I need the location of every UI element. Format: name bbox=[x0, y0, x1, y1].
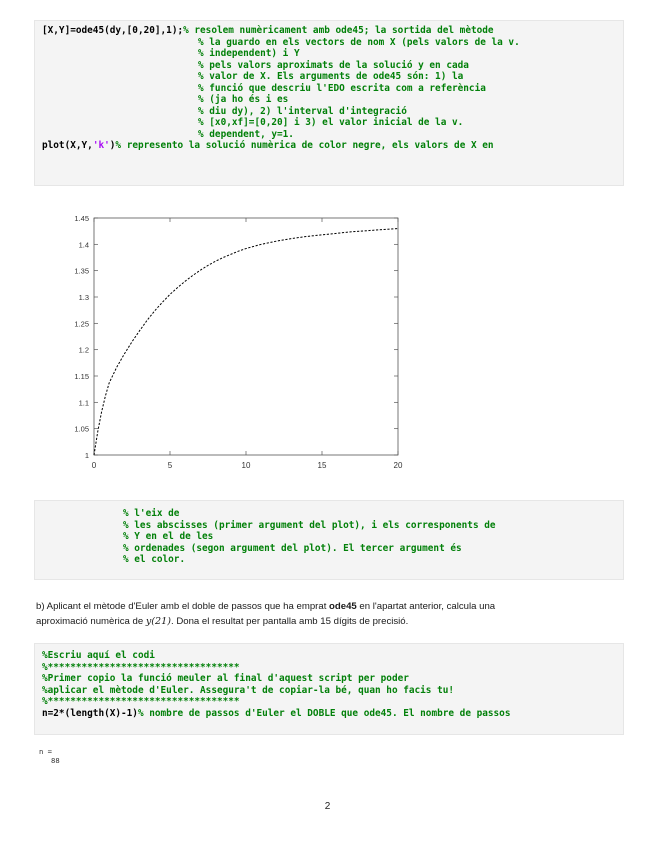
plot-frame bbox=[94, 218, 398, 455]
euler-comment-2: %********************************** bbox=[42, 661, 240, 673]
code-line-9: % [x0,xf]=[0,20] i 3) el valor inicial de la v. bbox=[198, 117, 464, 128]
euler-comment-3: %Primer copio la funció meuler al final d'aquest script per poder bbox=[42, 673, 409, 684]
code-block-ode45 bbox=[34, 20, 624, 186]
code-line-5: % valor de X. Els arguments de ode45 són: 1) la bbox=[198, 71, 464, 82]
euler-code-line bbox=[42, 708, 510, 720]
output-value: 88 bbox=[51, 756, 60, 765]
comment-line-5: % el color. bbox=[123, 554, 186, 565]
prose-text: b) Aplicant el mètode d'Euler amb el doble de passos que ha emprat bbox=[36, 601, 330, 612]
comment-line-2: % les abscisses (primer argument del plot), i els corresponents de bbox=[123, 519, 496, 531]
x-tick-label: 5 bbox=[167, 461, 173, 470]
euler-comment-5: %********************************** bbox=[42, 696, 240, 707]
code-line-3: % independent) i Y bbox=[198, 48, 300, 59]
code-line-10: % dependent, y=1. bbox=[198, 128, 294, 140]
code-line-plot bbox=[42, 140, 494, 152]
comment-line-3: % Y en el de les bbox=[123, 531, 214, 542]
section-b-line-2 bbox=[36, 614, 626, 629]
code-line-1 bbox=[42, 25, 494, 37]
code-line-6: % funció que descriu l'EDO escrita com a referència bbox=[198, 82, 486, 94]
y-tick-label: 1.1 bbox=[78, 398, 89, 408]
y-tick-label: 1.35 bbox=[74, 266, 89, 276]
euler-comment-1: %Escriu aquí el codi bbox=[42, 650, 155, 661]
code-line-8: % diu dy), 2) l'interval d'integració bbox=[198, 105, 407, 117]
y-tick-label: 1.15 bbox=[74, 372, 89, 381]
code-plot-string: 'k' bbox=[92, 140, 110, 151]
comment-line-4: % ordenades (segon argument del plot). El tercer argument és bbox=[123, 542, 462, 554]
page-number: 2 bbox=[324, 801, 331, 812]
comment-line-1: % l'eix de bbox=[123, 508, 180, 519]
math-expression: y(21) bbox=[145, 616, 171, 627]
y-tick-label: 1.3 bbox=[78, 293, 89, 302]
x-tick-label: 0 bbox=[91, 461, 97, 470]
code-plot-comment: % represento la solució numèrica de color negre, els valors de X en bbox=[115, 140, 494, 151]
code-text: n=2*(length(X)-1) bbox=[42, 707, 138, 719]
code-plot-prefix: plot(X,Y, bbox=[42, 140, 93, 151]
x-tick-label: 20 bbox=[393, 461, 403, 470]
code-line-7: % (ja ho és i es bbox=[198, 94, 289, 105]
code-block-plot-comments bbox=[34, 500, 624, 580]
prose-text: . Dona el resultat per pantalla amb 15 dígits de precisió. bbox=[170, 616, 409, 627]
y-tick-label: 1.4 bbox=[78, 240, 89, 250]
y-tick-label: 1.25 bbox=[74, 319, 89, 329]
code-plot-suffix: ) bbox=[109, 140, 116, 151]
code-line-4: % pels valors aproximats de la solució y en cada bbox=[198, 59, 469, 71]
solution-plot bbox=[62, 212, 412, 474]
section-b-text bbox=[36, 599, 626, 629]
code-text: [X,Y]=ode45(dy,[0,20],1); bbox=[42, 25, 184, 36]
code-comment: % resolem numèricament amb ode45; la sortida del mètode bbox=[183, 25, 494, 36]
code-line-2: % la guardo en els vectors de nom X (pels valors de la v. bbox=[198, 36, 520, 48]
y-tick-label: 1.2 bbox=[78, 345, 89, 355]
x-tick-label: 10 bbox=[241, 461, 251, 470]
y-tick-label: 1.45 bbox=[74, 214, 89, 223]
y-tick-label: 1.05 bbox=[74, 424, 89, 434]
code-block-euler bbox=[34, 643, 624, 735]
code-comment: % nombre de passos d'Euler el DOBLE que ode45. El nombre de passos bbox=[137, 707, 511, 719]
y-tick-label: 1 bbox=[84, 451, 89, 460]
euler-comment-4: %aplicar el mètode d'Euler. Assegura't de copiar-la bé, quan ho facis tu! bbox=[42, 684, 455, 696]
prose-text: aproximació numèrica de bbox=[36, 616, 146, 627]
prose-text: en l'apartat anterior, calcula una bbox=[356, 601, 496, 612]
x-tick-label: 15 bbox=[317, 461, 327, 470]
section-b-line-1 bbox=[36, 599, 626, 614]
output-label: n = bbox=[39, 747, 52, 756]
prose-bold-ode45: ode45 bbox=[329, 601, 357, 612]
